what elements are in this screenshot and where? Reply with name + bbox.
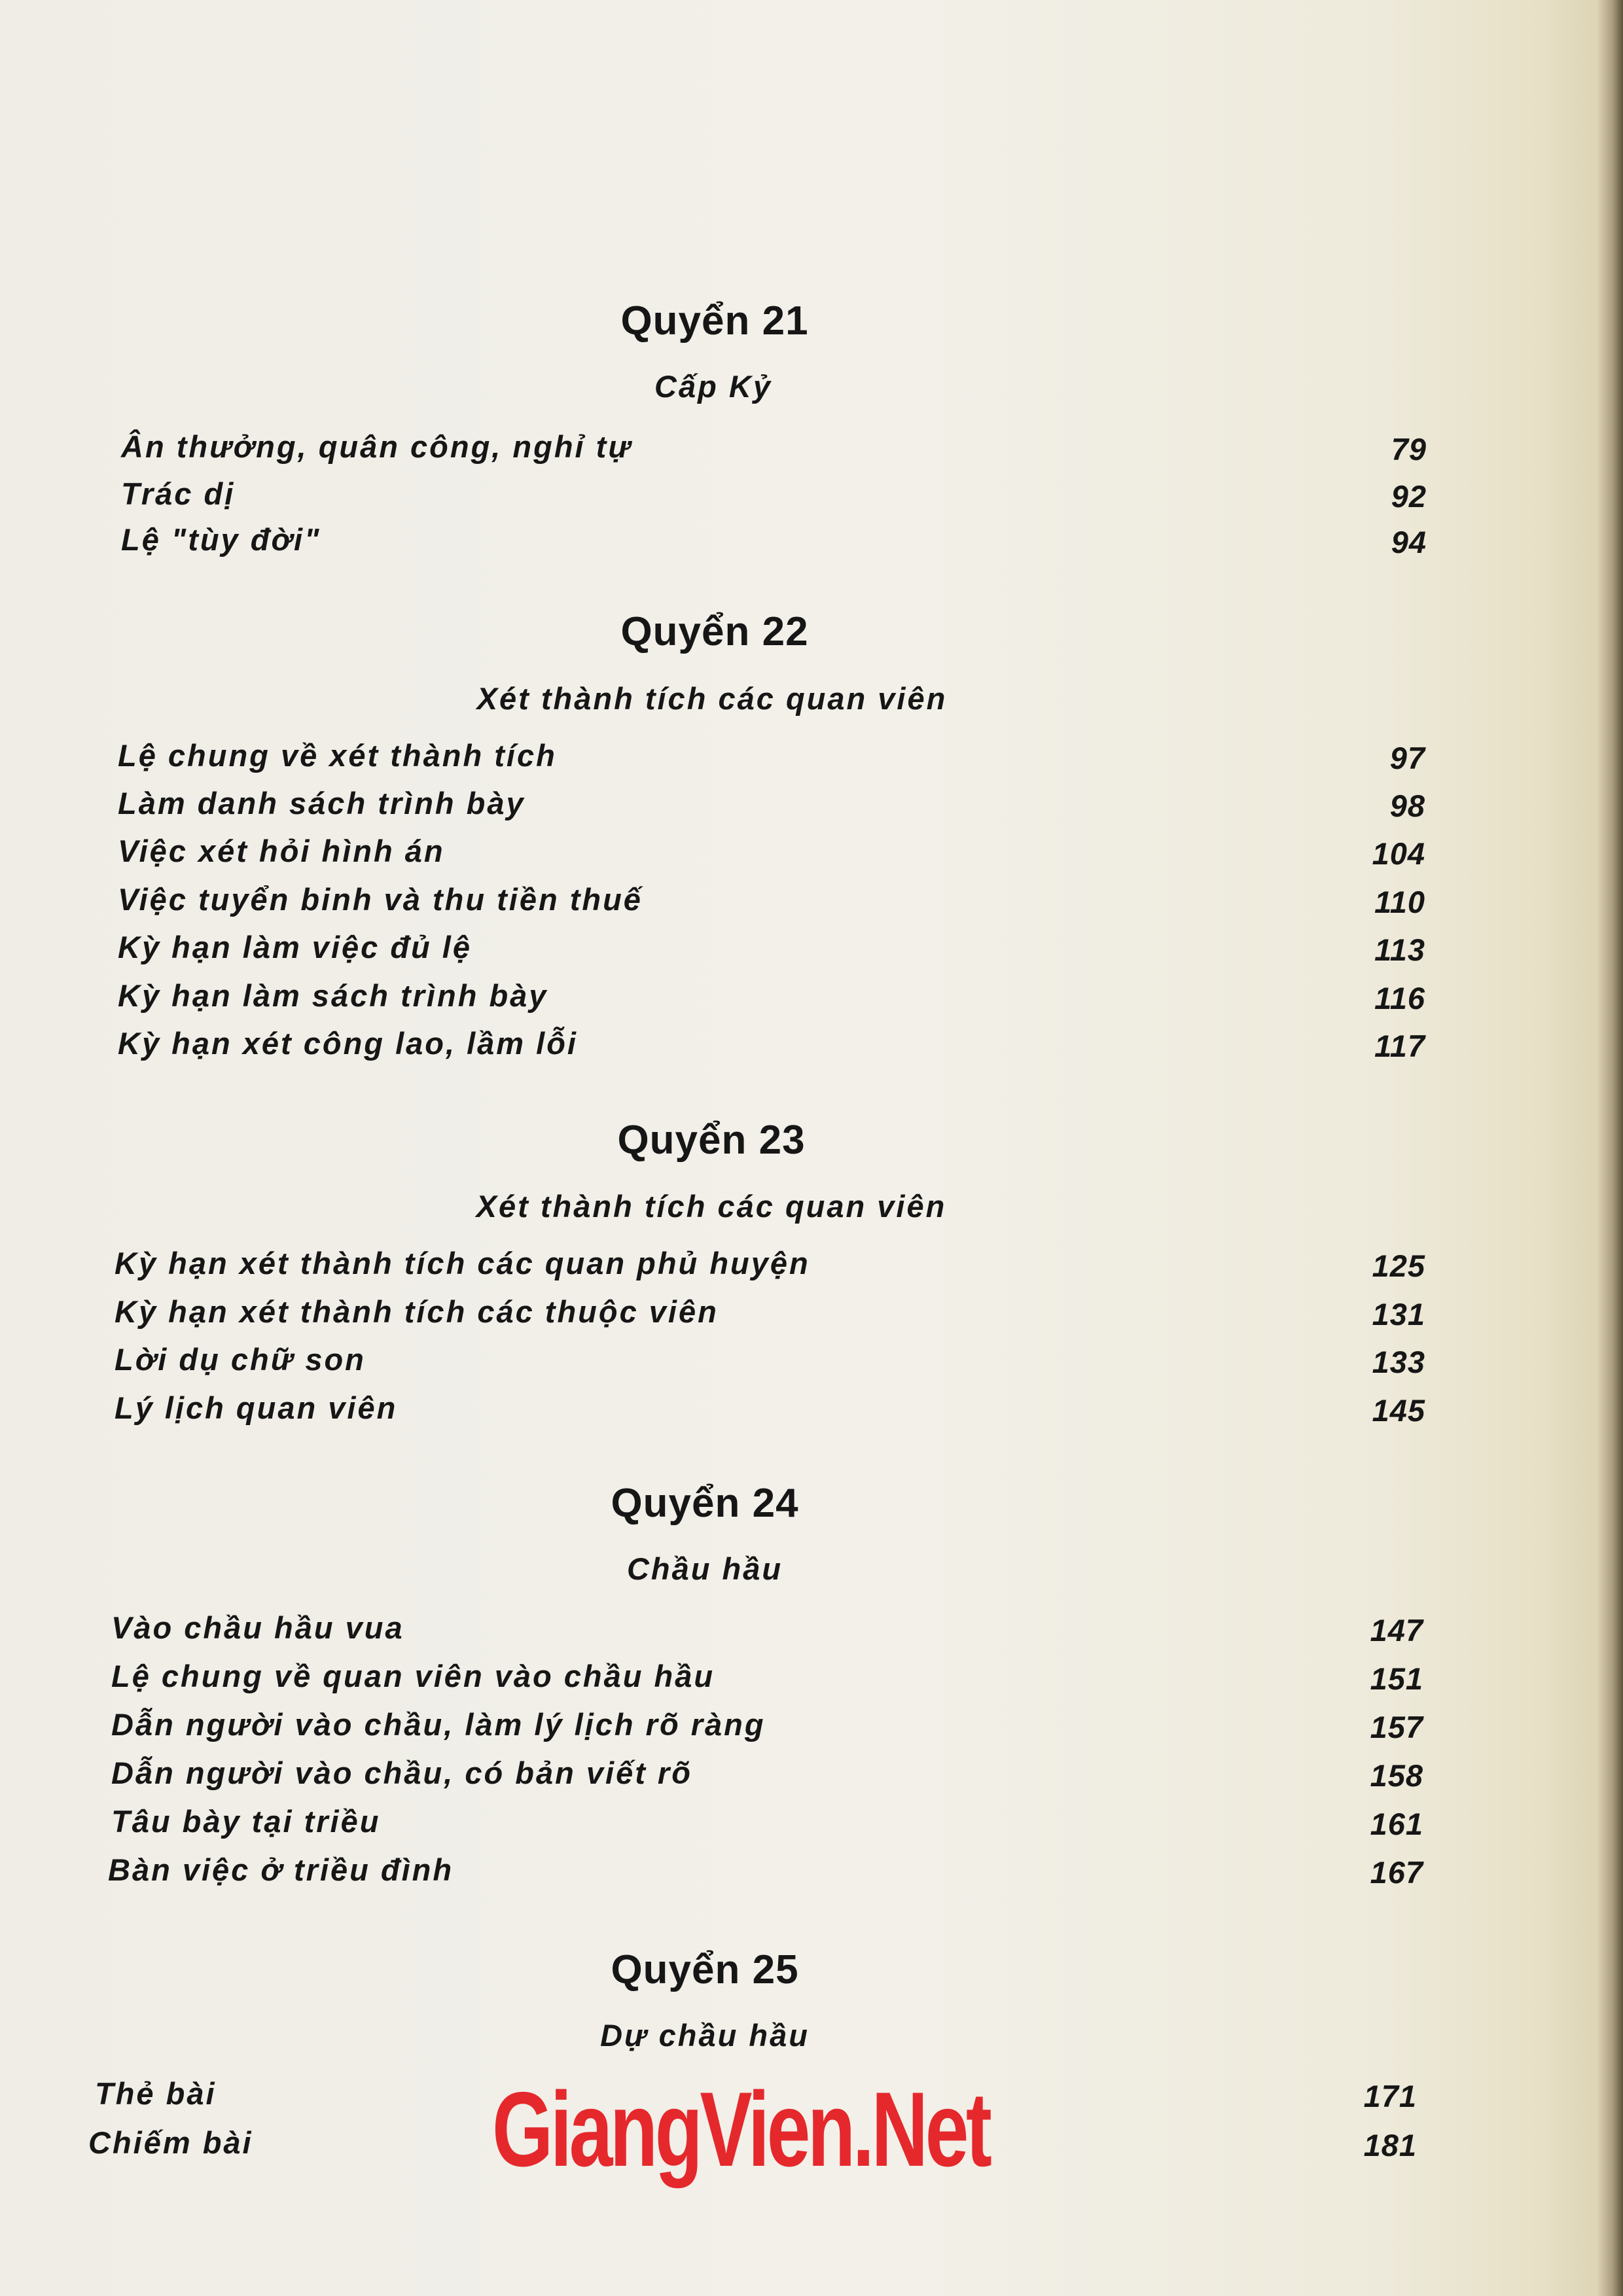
volume-title: Quyển 25 xyxy=(611,1947,799,1992)
volume-subtitle: Xét thành tích các quan viên xyxy=(476,681,948,716)
toc-entry-page: 161 xyxy=(1370,1807,1423,1841)
toc-entry[interactable] xyxy=(118,881,1425,921)
toc-entry-page: 92 xyxy=(1391,479,1427,514)
toc-entry-title: Kỳ hạn xét thành tích các thuộc viên xyxy=(115,1294,719,1329)
toc-entry[interactable] xyxy=(115,1245,1425,1284)
toc-entry-title: Kỳ hạn xét công lao, lầm lỗi xyxy=(118,1026,578,1061)
toc-entry-title: Chiếm bài xyxy=(88,2125,253,2160)
toc-entry-page: 181 xyxy=(1363,2128,1417,2163)
toc-entry-title: Dẫn người vào chầu, có bản viết rõ xyxy=(111,1756,692,1790)
toc-entry-title: Trác dị xyxy=(121,476,236,511)
toc-entry-title: Lệ "tùy đời" xyxy=(121,522,321,557)
toc-entry[interactable] xyxy=(115,1390,1425,1429)
toc-entry-page: 110 xyxy=(1374,885,1425,919)
toc-entry-title: Lý lịch quan viên xyxy=(115,1390,398,1425)
toc-entry-page: 133 xyxy=(1372,1345,1425,1379)
toc-entry[interactable] xyxy=(118,929,1425,968)
toc-entry-title: Lệ chung về quan viên vào chầu hầu xyxy=(111,1659,715,1693)
toc-entry[interactable] xyxy=(111,1610,1423,1649)
toc-entry-page: 125 xyxy=(1372,1248,1425,1283)
toc-entry-page: 116 xyxy=(1374,981,1425,1016)
toc-entry-page: 131 xyxy=(1372,1297,1425,1332)
volume-subtitle: Chầu hầu xyxy=(626,1551,783,1586)
toc-entry[interactable] xyxy=(118,785,1425,824)
toc-entry[interactable] xyxy=(121,429,1427,468)
toc-entry[interactable] xyxy=(108,1852,1423,1891)
toc-entry[interactable] xyxy=(118,1025,1425,1065)
toc-entry-title: Kỳ hạn làm sách trình bày xyxy=(118,978,548,1013)
toc-entry-title: Vào chầu hầu vua xyxy=(111,1610,404,1645)
toc-entry-title: Việc xét hỏi hình án xyxy=(118,834,445,868)
toc-entry-page: 171 xyxy=(1363,2079,1417,2113)
toc-entry[interactable] xyxy=(118,978,1425,1017)
toc-entry[interactable] xyxy=(118,737,1425,777)
toc-entry-title: Việc tuyển binh và thu tiền thuế xyxy=(118,882,643,917)
toc-entry-page: 147 xyxy=(1370,1613,1423,1648)
watermark-logo-text: GiangVien.Net xyxy=(492,2070,990,2189)
toc-entry-title: Kỳ hạn làm việc đủ lệ xyxy=(118,930,473,964)
volume-subtitle: Dự chầu hầu xyxy=(600,2018,810,2053)
volume-subtitle: Cấp Kỷ xyxy=(654,369,772,404)
toc-entry-page: 158 xyxy=(1370,1758,1423,1793)
toc-entry-page: 113 xyxy=(1374,932,1425,967)
volume-title: Quyển 21 xyxy=(620,298,809,344)
toc-entry[interactable] xyxy=(118,833,1425,872)
toc-entry[interactable] xyxy=(115,1341,1425,1381)
toc-entry-title: Ân thưởng, quân công, nghỉ tự xyxy=(121,429,632,464)
toc-entry-title: Thẻ bài xyxy=(95,2076,217,2111)
toc-entry[interactable] xyxy=(111,1803,1423,1843)
toc-entry[interactable] xyxy=(115,1294,1425,1333)
toc-entry[interactable] xyxy=(111,1755,1423,1794)
toc-entry-title: Làm danh sách trình bày xyxy=(118,786,526,821)
volume-title: Quyển 24 xyxy=(611,1481,799,1526)
toc-entry[interactable] xyxy=(121,521,1427,561)
toc-entry-title: Dẫn người vào chầu, làm lý lịch rõ ràng xyxy=(111,1707,766,1742)
toc-entry-page: 104 xyxy=(1372,836,1425,871)
volume-title: Quyển 23 xyxy=(617,1118,806,1163)
toc-entry-title: Bàn việc ở triều đình xyxy=(108,1852,454,1887)
toc-entry-title: Lời dụ chữ son xyxy=(115,1342,366,1377)
volume-title: Quyển 22 xyxy=(620,609,809,654)
toc-entry-page: 97 xyxy=(1389,741,1425,775)
toc-entry-page: 98 xyxy=(1389,788,1425,823)
toc-entry-page: 167 xyxy=(1370,1855,1423,1890)
toc-entry-page: 94 xyxy=(1391,525,1427,559)
toc-entry-page: 79 xyxy=(1391,432,1427,467)
toc-entry-page: 157 xyxy=(1370,1710,1423,1744)
toc-entry-page: 145 xyxy=(1372,1393,1425,1428)
toc-entry-page: 151 xyxy=(1370,1661,1423,1696)
toc-entry[interactable] xyxy=(121,476,1427,515)
toc-entry-title: Tâu bày tại triều xyxy=(111,1804,381,1839)
toc-entry-page: 117 xyxy=(1374,1029,1425,1063)
toc-entry-title: Kỳ hạn xét thành tích các quan phủ huyện xyxy=(115,1246,810,1280)
toc-entry[interactable] xyxy=(111,1706,1423,1746)
toc-entry[interactable] xyxy=(111,1658,1423,1697)
volume-subtitle: Xét thành tích các quan viên xyxy=(476,1189,947,1224)
toc-entry-title: Lệ chung về xét thành tích xyxy=(118,738,557,773)
